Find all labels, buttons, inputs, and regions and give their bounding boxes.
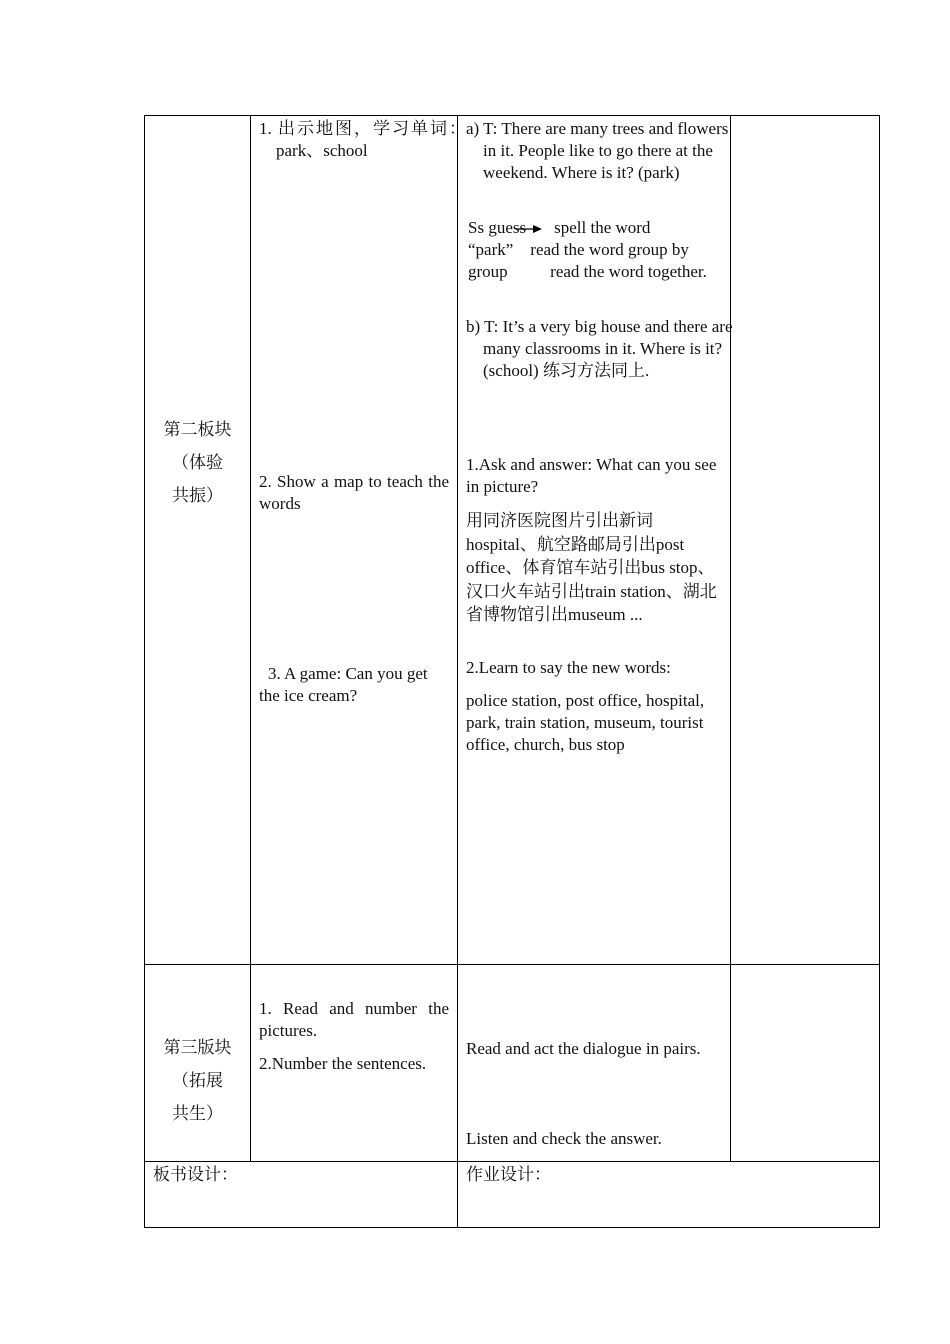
section2-label-line2: （体验 — [172, 453, 223, 472]
section3-label-line2: （拓展 — [172, 1071, 223, 1090]
section3-label-line3: 共生） — [172, 1104, 223, 1123]
section3-label — [146, 1031, 249, 1130]
section2-activity-ss — [468, 217, 724, 283]
section2-ask-answer: 1.Ask and answer: What can you see in picture? — [466, 455, 717, 496]
homework-design-label: 作业设计： — [466, 1165, 551, 1184]
table-border-left — [144, 115, 145, 1228]
col-divider-2 — [457, 115, 458, 1228]
section2-learn: 2.Learn to say the new words: — [466, 658, 671, 677]
section3-step1: 1. Read and number the pictures. — [259, 999, 449, 1040]
section2-words: police station, post office, hospital, park, train station, museum, tourist office, church, bus stop — [466, 691, 705, 754]
ss-guess: Ss guess — [468, 218, 527, 237]
table-border-bottom — [144, 1227, 880, 1228]
ss-spell: spell the word — [554, 218, 651, 237]
section2-activity-a: a) T: There are many trees and flowers in it. People like to go there at the weekend. Where is it? (park) — [466, 119, 729, 182]
col-divider-1 — [250, 115, 251, 1162]
ss-rest: “park” read the word group by group read the word together. — [468, 240, 707, 281]
row-divider-1 — [144, 964, 880, 965]
table-border-top — [144, 115, 880, 116]
col-divider-3 — [730, 115, 731, 1162]
row-divider-2 — [144, 1161, 880, 1162]
section2-step1: 1. 出示地图，学习单词：park、school — [259, 119, 466, 160]
section2-label — [146, 413, 249, 512]
table-border-right — [879, 115, 880, 1228]
section3-activity-2: Listen and check the answer. — [466, 1129, 662, 1148]
section2-step3-text: 3. A game: Can you get the ice cream? — [259, 664, 428, 705]
section2-activity-b: b) T: It’s a very big house and there are many classrooms in it. Where is it? (school) 练习方法同上. — [466, 317, 733, 380]
ss-line1 — [468, 217, 724, 239]
section3-step2: 2.Number the sentences. — [259, 1054, 427, 1073]
board-design-label: 板书设计： — [153, 1165, 238, 1184]
section3-label-line1: 第三版块 — [163, 1038, 232, 1057]
section2-step3 — [259, 663, 449, 707]
arrow-right-icon — [516, 224, 542, 234]
section2-hospital: 用同济医院图片引出新词hospital、航空路邮局引出post office、体育馆车站引出bus stop、汉口火车站引出train station、湖北省博物馆引出museum ... — [466, 511, 717, 624]
section2-label-line1: 第二板块 — [163, 420, 232, 439]
section2-step2: 2. Show a map to teach the words — [259, 472, 449, 513]
section3-activity-1: Read and act the dialogue in pairs. — [466, 1039, 701, 1058]
section2-label-line3: 共振） — [172, 486, 223, 505]
